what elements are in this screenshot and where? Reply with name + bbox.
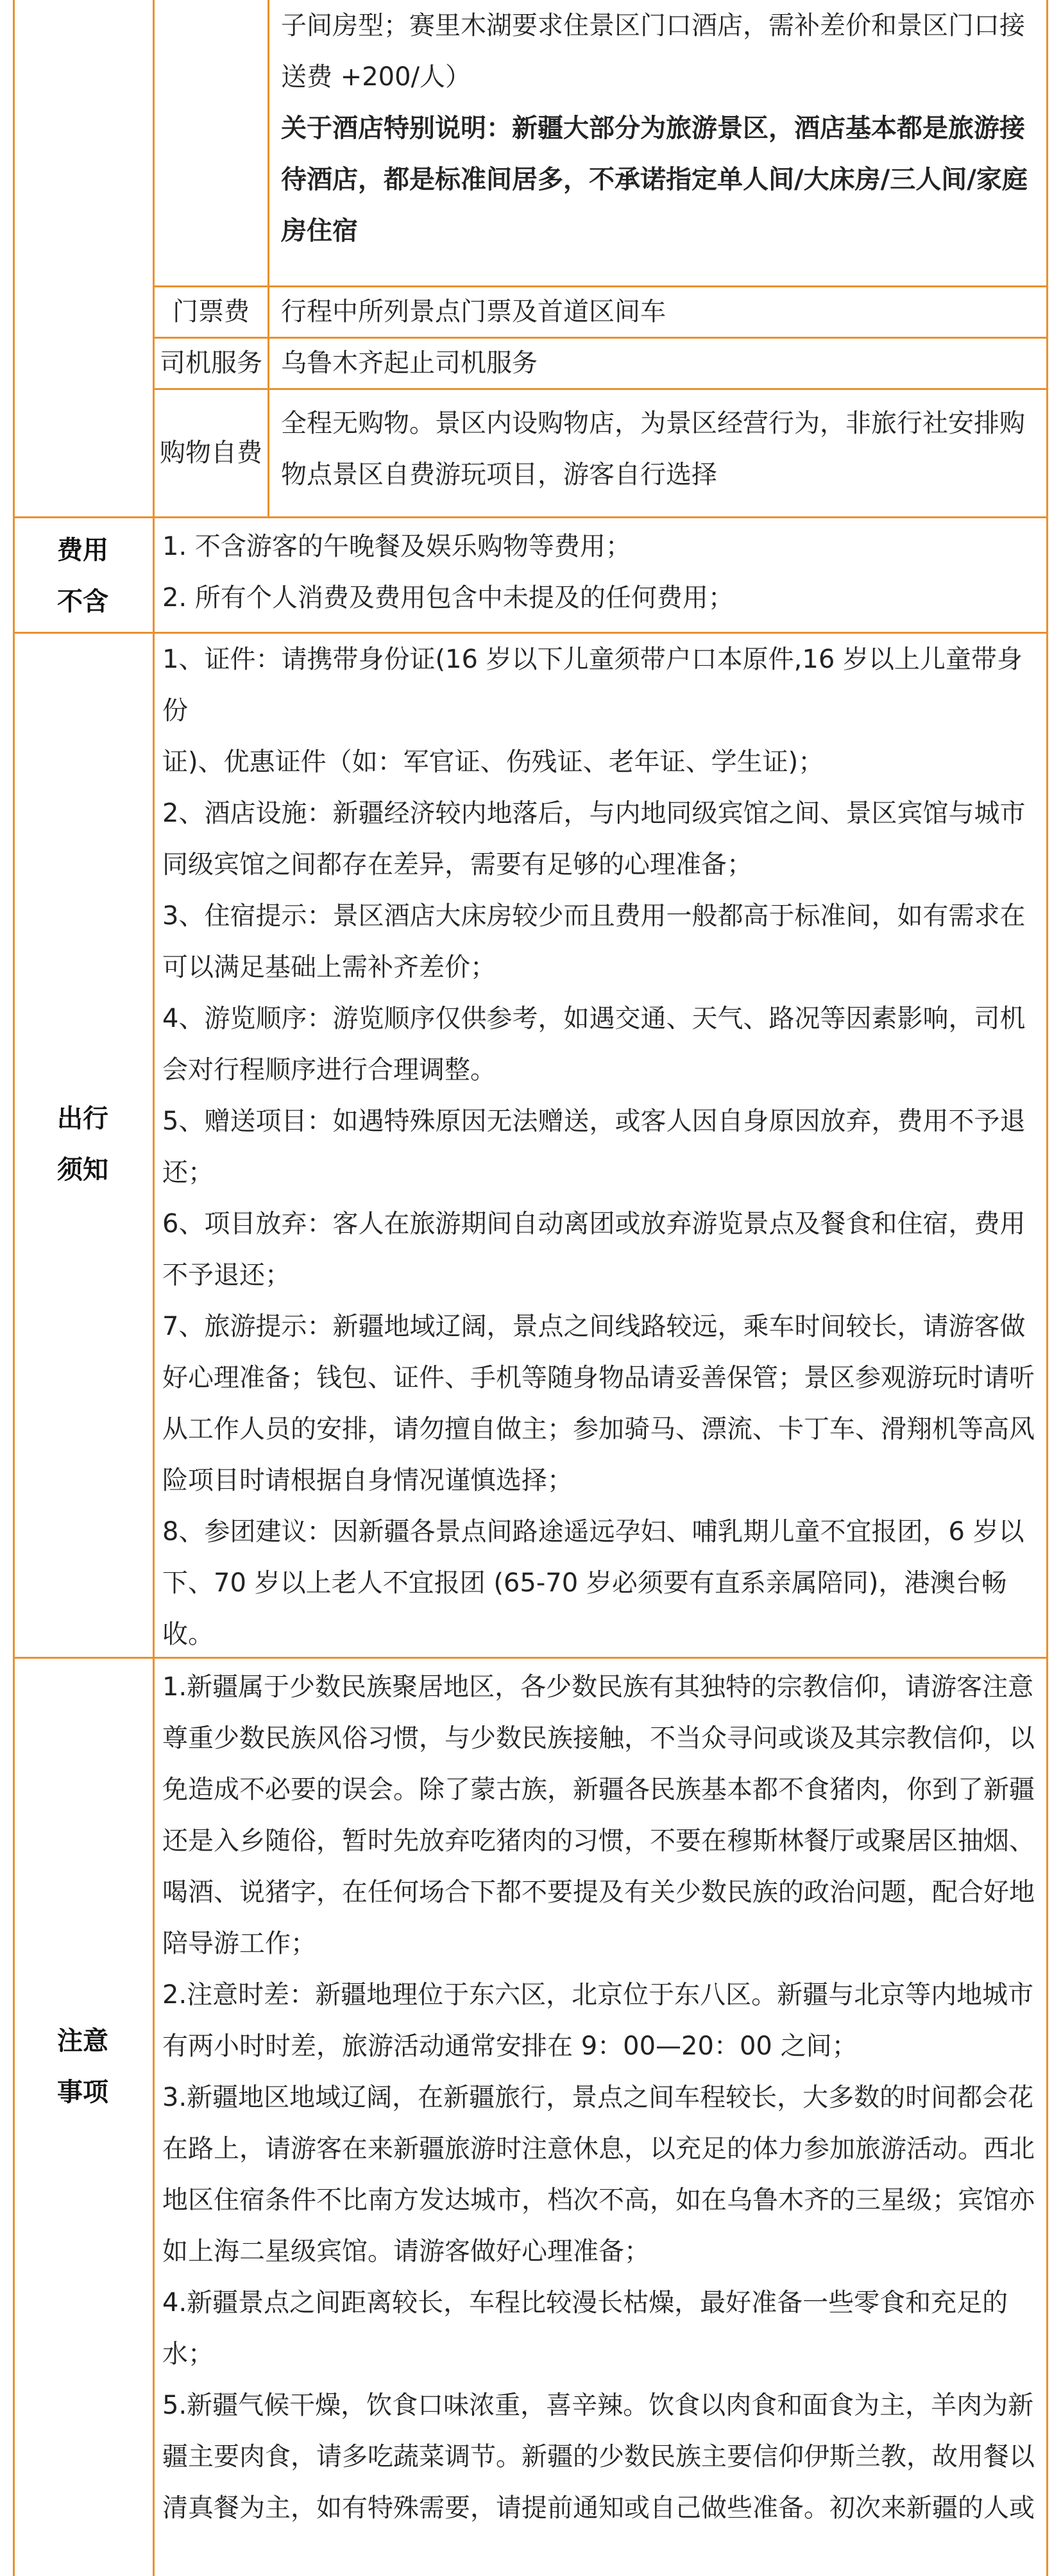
excluded-line: 1. 不含游客的午晚餐及娱乐购物等费用； [162, 532, 631, 561]
notice-line: 险项目时请根据自身情况谨慎选择； [162, 1466, 573, 1495]
notice-line: 2、酒店设施：新疆经济较内地落后，与内地同级宾馆之间、景区宾馆与城市 [162, 799, 1026, 828]
travel-notice-label [13, 1093, 153, 1196]
ticket-label: 门票费 [173, 297, 250, 326]
precautions-label-line: 事项 [57, 2078, 108, 2107]
notice-line: 5、赠送项目：如遇特殊原因无法赠送，或客人因自身原因放弃，费用不予退 [162, 1106, 1026, 1136]
row-divider [13, 516, 1048, 518]
shopping-line: 全程无购物。景区内设购物店，为景区经营行为，非旅行社安排购 [281, 409, 1025, 438]
notice-line: 可以满足基础上需补齐差价； [162, 953, 496, 982]
travel-notice-text [162, 634, 1038, 1660]
excluded-label-line: 费用 [57, 536, 108, 565]
precautions-label-line: 注意 [57, 2026, 108, 2056]
notice-line: 会对行程顺序进行合理调整。 [162, 1055, 496, 1085]
hotel-line: 送费 +200/人） [281, 62, 471, 92]
notice-line: 从工作人员的安排，请勿擅自做主；参加骑马、漂流、卡丁车、滑翔机等高风 [162, 1414, 1035, 1444]
excluded-text [162, 521, 1038, 623]
precaution-line: 有两小时时差，旅游活动通常安排在 9：00—20：00 之间； [162, 2031, 858, 2061]
travel-notice-label-line: 须知 [57, 1155, 108, 1185]
excluded-label [13, 525, 153, 627]
precaution-line: 4.新疆景点之间距离较长，车程比较漫长枯燥，最好准备一些零食和充足的水； [162, 2288, 1008, 2369]
notice-line: 好心理准备；钱包、证件、手机等随身物品请妥善保管；景区参观游玩时请听 [162, 1363, 1035, 1393]
precaution-line: 疆主要肉食，请多吃蔬菜调节。新疆的少数民族主要信仰伊斯兰教，故用餐以 [162, 2442, 1035, 2471]
shopping-label: 购物自费 [160, 438, 262, 468]
precaution-line: 免造成不必要的误会。除了蒙古族，新疆各民族基本都不食猪肉，你到了新疆 [162, 1775, 1035, 1804]
precaution-line: 1.新疆属于少数民族聚居地区，各少数民族有其独特的宗教信仰，请游客注意 [162, 1672, 1034, 1702]
hotel-note-line: 房住宿 [281, 216, 358, 246]
precaution-line: 陪导游工作； [162, 1929, 316, 1958]
shopping-line: 物点景区自费游玩项目，游客自行选择 [281, 460, 717, 489]
precaution-line: 还是入乡随俗，暂时先放弃吃猪肉的习惯，不要在穆斯林餐厅或聚居区抽烟、 [162, 1826, 1035, 1856]
precaution-line: 3.新疆地区地域辽阔，在新疆旅行，景点之间车程较长，大多数的时间都会花 [162, 2083, 1034, 2112]
precaution-line: 2.注意时差：新疆地理位于东六区，北京位于东八区。新疆与北京等内地城市 [162, 1980, 1034, 2010]
excluded-label-line: 不含 [57, 587, 108, 616]
notice-line: 同级宾馆之间都存在差异，需要有足够的心理准备； [162, 850, 752, 879]
precautions-text [162, 1661, 1038, 2534]
notice-line: 1、证件：请携带身份证(16 岁以下儿童须带户口本原件,16 岁以上儿童带身份 [162, 645, 1023, 725]
driver-label: 司机服务 [160, 348, 262, 378]
precaution-line: 如上海二星级宾馆。请游客做好心理准备； [162, 2237, 650, 2266]
precaution-line: 5.新疆气候干燥，饮食口味浓重，喜辛辣。饮食以肉食和面食为主，羊肉为新 [162, 2391, 1034, 2420]
driver-text: 乌鲁木齐起止司机服务 [281, 348, 538, 378]
notice-line: 8、参团建议：因新疆各景点间路途遥远孕妇、哺乳期儿童不宜报团，6 岁以 [162, 1517, 1024, 1546]
column-divider-sub [267, 0, 269, 516]
notice-line: 证)、优惠证件（如：军官证、伤残证、老年证、学生证)； [162, 747, 824, 777]
notice-line: 还； [162, 1158, 214, 1187]
shopping-text [281, 398, 1035, 500]
hotel-line: 子间房型；赛里木湖要求住景区门口酒店，需补差价和景区门口接 [281, 11, 1025, 40]
hotel-note-line: 关于酒店特别说明：新疆大部分为旅游景区，酒店基本都是旅游接 [281, 114, 1025, 143]
notice-line: 7、旅游提示：新疆地域辽阔，景点之间线路较远，乘车时间较长，请游客做 [162, 1312, 1026, 1341]
precaution-line: 在路上，请游客在来新疆旅游时注意休息，以充足的体力参加旅游活动。西北 [162, 2134, 1035, 2164]
ticket-text: 行程中所列景点门票及首道区间车 [281, 297, 666, 326]
precaution-line: 尊重少数民族风俗习惯，与少数民族接触，不当众寻问或谈及其宗教信仰，以 [162, 1724, 1035, 1753]
notice-line: 不予退还； [162, 1260, 291, 1290]
row-divider [153, 388, 1048, 390]
precaution-line: 地区住宿条件不比南方发达城市，档次不高，如在乌鲁木齐的三星级；宾馆亦 [162, 2185, 1035, 2215]
precaution-line: 清真餐为主，如有特殊需要，请提前通知或自己做些准备。初次来新疆的人或 [162, 2493, 1035, 2523]
precaution-line: 喝酒、说猪字，在任何场合下都不要提及有关少数民族的政治问题，配合好地 [162, 1877, 1035, 1907]
notice-line: 下、70 岁以上老人不宜报团 (65-70 岁必须要有直系亲属陪同)，港澳台畅收。 [162, 1568, 1007, 1649]
notice-line: 4、游览顺序：游览顺序仅供参考，如遇交通、天气、路况等因素影响，司机 [162, 1004, 1026, 1033]
notice-line: 6、项目放弃：客人在旅游期间自动离团或放弃游览景点及餐食和住宿，费用 [162, 1209, 1026, 1239]
excluded-line: 2. 所有个人消费及费用包含中未提及的任何费用； [162, 583, 734, 613]
notice-line: 3、住宿提示：景区酒店大床房较少而且费用一般都高于标准间，如有需求在 [162, 901, 1026, 931]
travel-notice-label-line: 出行 [57, 1104, 108, 1133]
hotel-details [281, 0, 1035, 257]
precautions-label [13, 2015, 153, 2118]
hotel-note-line: 待酒店，都是标准间居多，不承诺指定单人间/大床房/三人间/家庭 [281, 165, 1028, 194]
